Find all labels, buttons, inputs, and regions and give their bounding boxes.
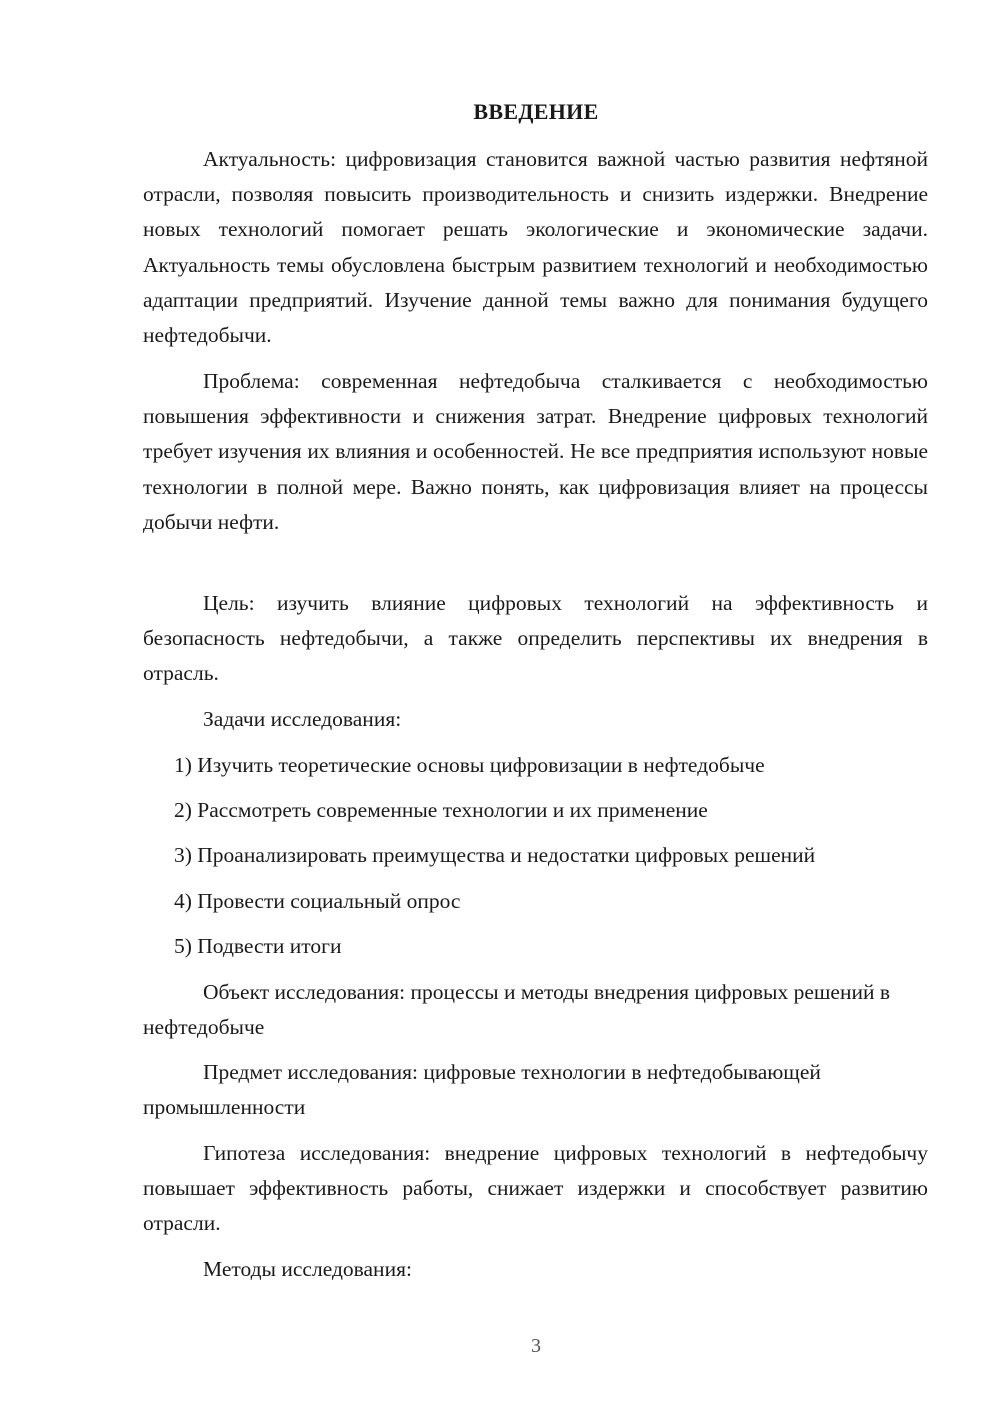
- methods-title: Методы исследования:: [203, 1257, 412, 1281]
- tasks-title: Задачи исследования:: [203, 707, 402, 731]
- page-number: 3: [531, 1335, 541, 1357]
- paragraph-problem: Проблема: современная нефтедобыча сталкивается с необходимостью повышения эффективности и снижения затрат. Внедрение цифровых технологий требует изучения их влияния и особенностей. Не все предприятия используют новые технологии в полной мере. Важно понять, как цифровизация влияет на процессы добычи нефти.: [143, 369, 928, 534]
- task-item-4: 4) Провести социальный опрос: [174, 889, 461, 913]
- paragraph-relevance: Актуальность: цифровизация становится важной частью развития нефтяной отрасли, позволяя повысить производительность и снизить издержки. Внедрение новых технологий помогает решать экологические и экономические задачи. Актуальность темы обусловлена быстрым развитием технологий и необходимостью адаптации предприятий. Изучение данной темы важно для понимания будущего нефтедобычи.: [143, 147, 928, 348]
- paragraph-object: Объект исследования: процессы и методы внедрения цифровых решений в нефтедобыче: [143, 980, 891, 1040]
- task-item-3: 3) Проанализировать преимущества и недостатки цифровых решений: [174, 843, 816, 867]
- task-item-2: 2) Рассмотреть современные технологии и их применение: [174, 798, 708, 822]
- paragraph-hypothesis: Гипотеза исследования: внедрение цифровых технологий в нефтедобычу повышает эффективность работы, снижает издержки и способствует развитию отрасли.: [143, 1141, 928, 1236]
- task-item-5: 5) Подвести итоги: [174, 934, 342, 958]
- page-title: ВВЕДЕНИЕ: [473, 99, 599, 124]
- paragraph-subject: Предмет исследования: цифровые технологии в нефтедобывающей промышленности: [143, 1060, 821, 1120]
- paragraph-goal: Цель: изучить влияние цифровых технологий на эффективность и безопасность нефтедобычи, а также определить перспективы их внедрения в отрасль.: [143, 591, 928, 686]
- task-item-1: 1) Изучить теоретические основы цифровизации в нефтедобыче: [174, 753, 765, 777]
